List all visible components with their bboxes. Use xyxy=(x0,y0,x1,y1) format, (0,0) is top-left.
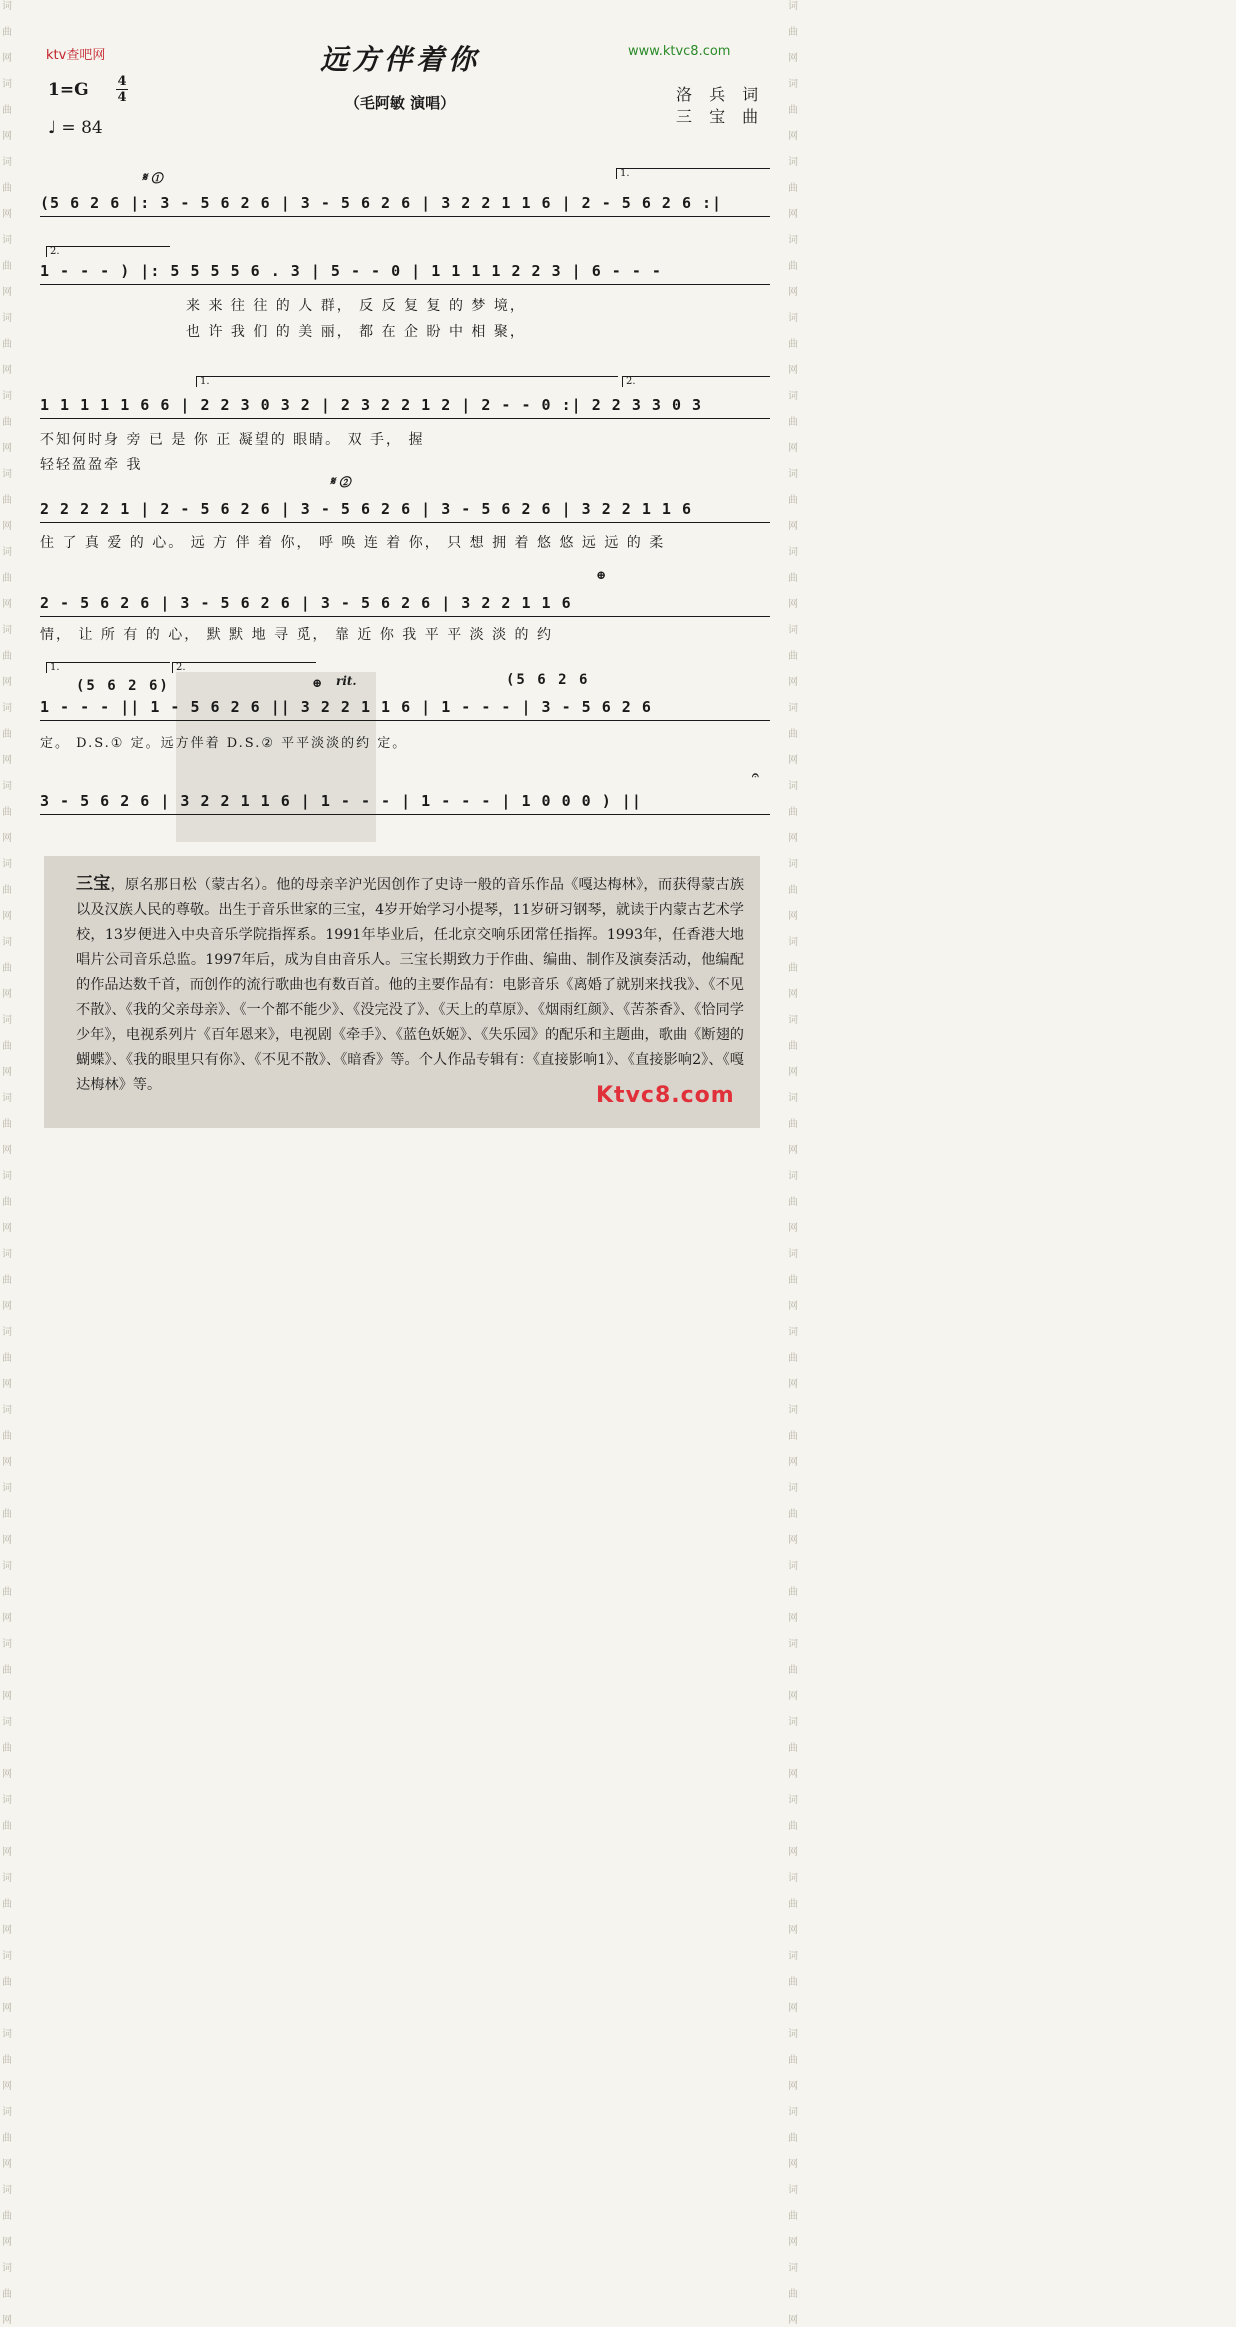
fermata-mark: 𝄐 xyxy=(752,768,759,782)
volta-bracket: 1. xyxy=(46,662,170,673)
score-row: 2 2 2 2 1 | 2 - 5 6 2 6 | 3 - 5 6 2 6 | 3 - 5 6 2 6 | 3 2 2 1 1 6 xyxy=(40,500,770,518)
lyric-line: 定。 D.S.① 定。远方伴着 D.S.② 平平淡淡的约 定。 xyxy=(40,736,408,751)
score-row: (5 6 2 6 |: 3 - 5 6 2 6 | 3 - 5 6 2 6 | 3 2 2 1 1 6 | 2 - 5 6 2 6 :| xyxy=(40,194,770,212)
bio-text: ，原名那日松（蒙古名）。他的母亲辛沪光因创作了史诗一般的音乐作品《嘎达梅林》，而获得蒙古族以及汉族人民的尊敬。出生于音乐世家的三宝，4岁开始学习小提琴，11岁研习钢琴，就读于内蒙古艺术学校，13岁便进入中央音乐学院指挥系。1991年毕业后，任北京交响乐团常任指挥。1993年，任香港大地唱片公司音乐总监。1997年后，成为自由音乐人。三宝长期致力于作曲、编曲、制作及演奏活动，他编配的作品达数千首，而创作的流行歌曲也有数百首。他的主要作品有：电影音乐《离婚了就别来找我》、《不见不散》、《我的父亲母亲》、《一个都不能少》、《没完没了》、《天上的草原》、《烟雨红颜》、《苦茶香》、《恰同学少年》，电视系列片《百年恩来》，电视剧《牵手》、《蓝色妖姬》、《失乐园》的配乐和主题曲，歌曲《断翅的蝴蝶》、《我的眼里只有你》、《不见不散》、《暗香》等。个人作品专辑有：《直接影响1》、《直接影响2》、《嘎达梅林》等。 xyxy=(76,877,745,1093)
song-singer: （毛阿敏 演唱） xyxy=(344,94,456,112)
volta-bracket: 2. xyxy=(46,246,170,257)
site-url-link[interactable]: www.ktvc8.com xyxy=(628,44,731,59)
lyric-line: 来 来 往 往 的 人 群， 反 反 复 复 的 梦 境， xyxy=(186,298,526,314)
time-signature-bottom: 4 xyxy=(117,90,127,105)
alternate-notes: (5 6 2 6 xyxy=(506,672,590,688)
tempo-marking: ♩ = 84 xyxy=(48,118,103,138)
key-signature: 1=G xyxy=(48,80,89,100)
score-row: 2 - 5 6 2 6 | 3 - 5 6 2 6 | 3 - 5 6 2 6 | 3 2 2 1 1 6 xyxy=(40,594,770,612)
lyric-line: 住 了 真 爱 的 心。 远 方 伴 着 你， 呼 唤 连 着 你， 只 想 拥 着 悠 悠 远 远 的 柔 xyxy=(40,535,666,551)
coda-mark: ⊕ xyxy=(312,676,323,690)
volta-bracket: 2. xyxy=(622,376,770,387)
side-watermark-left: 词 曲 网 词 曲 网 词 曲 网 词 曲 网 词 曲 网 词 曲 网 词 曲 网 词 曲 网 词 曲 网 词 曲 网 词 曲 网 词 曲 网 词 曲 网 词 曲 网 词 曲 网 词 曲 网 词 曲 网 词 曲 网 词 曲 网 词 曲 网 词 曲 网 词 曲 网 词 曲 网 词 曲 网 词 曲 网 词 曲 网 词 曲 网 词 曲 网 词 曲 网 词 曲 网 xyxy=(2,1,12,2326)
lyric-line: 情， 让 所 有 的 心， 默 默 地 寻 觅， 靠 近 你 我 平 平 淡 淡 的 约 xyxy=(40,627,554,643)
lyricist-credit: 洛 兵 词 xyxy=(676,85,765,104)
score-row: 3 - 5 6 2 6 | 3 2 2 1 1 6 | 1 - - - | 1 - - - | 1 0 0 0 ) || xyxy=(40,792,770,810)
lyric-line: 轻轻盈盈牵 我 xyxy=(40,457,143,473)
composer-credit: 三 宝 曲 xyxy=(676,107,765,126)
score-row: 1 - - - ) |: 5 5 5 5 6 . 3 | 5 - - 0 | 1 1 1 1 2 2 3 | 6 - - - xyxy=(40,262,770,280)
site-logo: Ktvc8.com xyxy=(596,1083,735,1108)
score-row: 1 1 1 1 1 6 6 | 2 2 3 0 3 2 | 2 3 2 2 1 2 | 2 - - 0 :| 2 2 3 3 0 3 xyxy=(40,396,770,414)
alternate-notes: (5 6 2 6) xyxy=(76,678,170,694)
volta-bracket: 1. xyxy=(616,168,770,179)
bio-name: 三宝 xyxy=(76,874,111,894)
score-row: 1 - - - || 1 - 5 6 2 6 || 3 2 2 1 1 6 | 1 - - - | 3 - 5 6 2 6 xyxy=(40,698,770,716)
segno-mark: 𝄋 ② xyxy=(330,474,351,488)
lyric-line: 不知何时身 旁 已 是 你 正 凝望的 眼睛。 双 手， 握 xyxy=(40,432,425,448)
song-title: 远方伴着你 xyxy=(319,43,480,76)
side-watermark-right: 词 曲 网 词 曲 网 词 曲 网 词 曲 网 词 曲 网 词 曲 网 词 曲 网 词 曲 网 词 曲 网 词 曲 网 词 曲 网 词 曲 网 词 曲 网 词 曲 网 词 曲 网 词 曲 网 词 曲 网 词 曲 网 词 曲 网 词 曲 网 词 曲 网 词 曲 网 词 曲 网 词 曲 网 词 曲 网 词 曲 网 词 曲 网 词 曲 网 词 曲 网 词 曲 网 xyxy=(788,1,798,2326)
time-signature-top: 4 xyxy=(117,74,127,89)
coda-mark: ⊕ xyxy=(596,568,607,582)
volta-bracket: 2. xyxy=(172,662,316,673)
ritardando-mark: rit. xyxy=(336,674,357,688)
segno-mark: 𝄋 ① xyxy=(142,170,163,184)
lyric-line: 也 许 我 们 的 美 丽， 都 在 企 盼 中 相 聚， xyxy=(186,324,526,340)
time-signature xyxy=(116,74,128,105)
site-name-link[interactable]: ktv查吧网 xyxy=(46,48,106,63)
volta-bracket: 1. xyxy=(196,376,618,387)
